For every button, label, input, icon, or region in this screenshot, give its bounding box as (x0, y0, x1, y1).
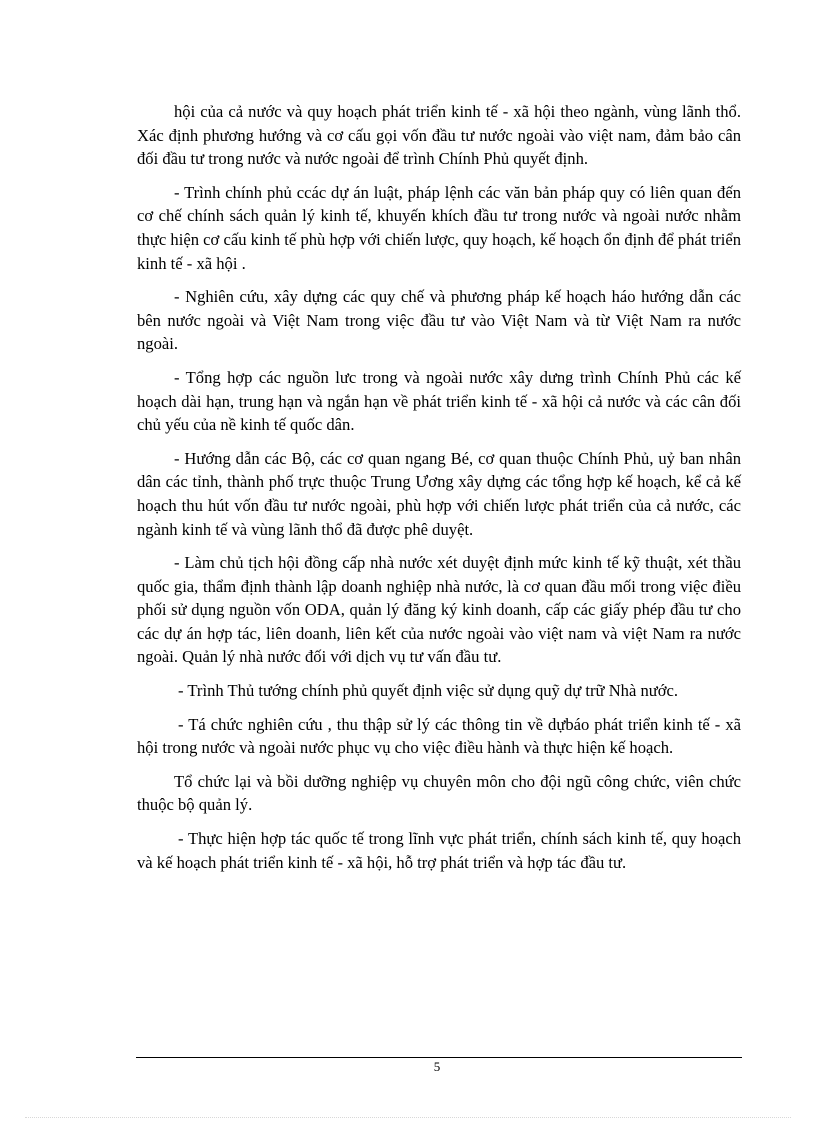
paragraph-8: - Tá chức nghiên cứu , thu thập sử lý các thông tin về dựbáo phát triển kinh tế - xã hội trong nước và ngoài nước phục vụ cho việc điều hành và thực hiện kế hoạch. (137, 714, 741, 758)
page-number: 5 (433, 1059, 441, 1074)
footer-divider (136, 1057, 742, 1058)
paragraph-2: - Trình chính phủ ccác dự án luật, pháp lệnh các văn bản pháp quy có liên quan đến cơ chế chính sách quản lý kinh tế, khuyến khích đầu tư trong nước và ngoài nước nhằm thực hiện cơ cấu kinh tế phù hợp với chiến lược, quy hoạch, kế hoạch ổn định để phát triển kinh tế - xã hội . (137, 182, 741, 273)
paragraph-9: Tổ chức lại và bồi dưỡng nghiệp vụ chuyên môn cho đội ngũ công chức, viên chức thuộc bộ quản lý. (137, 771, 741, 815)
paragraph-5: - Hướng dẫn các Bộ, các cơ quan ngang Bé, cơ quan thuộc Chính Phủ, uỷ ban nhân dân các tỉnh, thành phố trực thuộc Trung Ương xây dựng các tổng hợp kế hoạch, kể cả kế hoạch thu hút vốn đầu tư nước ngoài, phù hợp với chiến lược phát triển của cả nước, các ngành kinh tế và vùng lãnh thổ đã được phê duyệt. (137, 448, 741, 539)
page-number-row (0, 1059, 816, 1075)
page-edge-dotted-line (25, 1117, 791, 1118)
paragraph-1: hội của cả nước và quy hoạch phát triển kinh tế - xã hội theo ngành, vùng lãnh thổ. Xác định phương hướng và cơ cấu gọi vốn đầu tư nước ngoài vào việt nam, đảm bảo cân đối đầu tư trong nước và nước ngoài để trình Chính Phủ quyết định. (137, 102, 741, 169)
page-body (137, 100, 741, 884)
paragraph-3: - Nghiên cứu, xây dựng các quy chế và phương pháp kế hoạch háo hướng dẫn các bên nước ngoài và Việt Nam trong việc đầu tư vào Việt Nam và từ Việt Nam ra nước ngoài. (137, 287, 741, 354)
paragraph-4: - Tổng hợp các nguồn lưc trong và ngoài nước xây dưng trình Chính Phủ các kế hoạch dài hạn, trung hạn và ngắn hạn về phát triển kinh tế - xã hội cả nước và các cân đối chủ yếu của nề kinh tế quốc dân. (137, 367, 741, 435)
paragraph-7: - Trình Thủ tướng chính phủ quyết định việc sử dụng quỹ dự trữ Nhà nước. (178, 681, 679, 701)
paragraph-10: - Thực hiện hợp tác quốc tế trong lĩnh vực phát triển, chính sách kinh tế, quy hoạch và kế hoạch phát triển kinh tế - xã hội, hỗ trợ phát triển và hợp tác đầu tư. (137, 829, 741, 872)
paragraph-6: - Làm chủ tịch hội đồng cấp nhà nước xét duyệt định mức kinh tế kỹ thuật, xét thầu quốc gia, thẩm định thành lập doanh nghiệp nhà nước, là cơ quan đầu mối trong việc điều phối sử dụng nguồn vốn ODA, quản lý đăng ký kinh doanh, cấp các giấy phép đầu tư cho các dự án hợp tác, liên doanh, liên kết của nước ngoài vào việt nam và việt Nam ra nước ngoài. Quản lý nhà nước đối với dịch vụ tư vấn đầu tư. (137, 553, 741, 667)
